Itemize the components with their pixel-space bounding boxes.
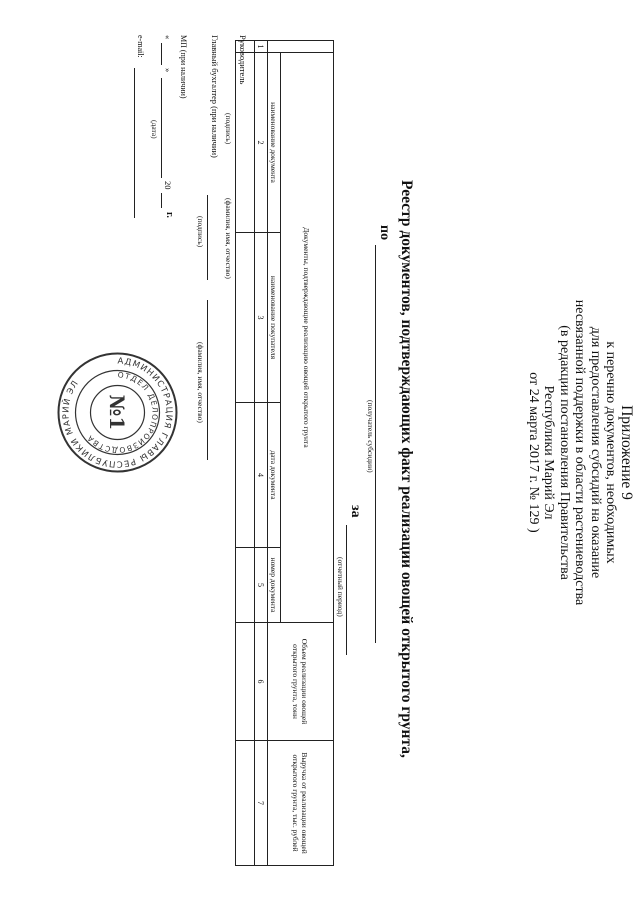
table-header-cell: наименование покупателя	[268, 233, 281, 403]
date-close-quote: »	[163, 68, 173, 73]
table-row	[236, 41, 255, 866]
table-group-header: Документы, подтверждающие реализацию овощей открытого грунта	[281, 53, 334, 623]
table-cell: 3	[255, 233, 268, 403]
table-cell: 2	[255, 53, 268, 233]
appendix-number: Приложение 9	[618, 405, 635, 500]
date-open-quote: «	[163, 35, 173, 40]
recipient-field[interactable]	[375, 245, 376, 643]
table-number-row	[255, 41, 268, 866]
table-cell[interactable]	[236, 403, 255, 548]
table-header-cell: Объем реализации овощей открытого грунта, тонн	[268, 623, 334, 741]
recipient-caption: (получатель субсидии)	[366, 400, 375, 473]
appendix-line: Республики Марий Эл	[541, 385, 557, 520]
table-cell: 6	[255, 623, 268, 741]
date-year-suffix: г.	[164, 212, 175, 218]
table-header-cell: номер документа	[268, 548, 281, 623]
table-cell[interactable]	[236, 741, 255, 866]
signature-caption: (подпись)	[224, 113, 233, 145]
date-day-field[interactable]	[161, 43, 162, 65]
table-header-cell	[268, 41, 334, 53]
official-stamp	[55, 350, 180, 475]
name-caption: (фамилия, имя, отчество)	[196, 342, 205, 423]
period-caption: (отчетный период)	[336, 557, 345, 617]
table-cell: 5	[255, 548, 268, 623]
appendix-line: несвязанной поддержки в области растениеводства	[572, 299, 588, 606]
signature-caption: (подпись)	[196, 216, 205, 248]
table-header-cell: дата документа	[268, 403, 281, 548]
table-cell: 4	[255, 403, 268, 548]
email-label: e-mail:	[136, 35, 145, 58]
period-prefix: за	[348, 505, 363, 518]
table-header-cell: Выручка от реализации овощей открытого грунта, тыс. рублей	[268, 741, 334, 866]
date-caption: (дата)	[150, 120, 159, 139]
table-cell[interactable]	[236, 548, 255, 623]
recipient-prefix: по	[377, 225, 392, 241]
table-cell[interactable]	[236, 233, 255, 403]
register-table	[235, 40, 334, 866]
appendix-block	[526, 0, 635, 905]
appendix-line: к перечню документов, необходимых	[603, 341, 619, 564]
name-caption: (фамилия, имя, отчество)	[224, 198, 233, 279]
seal-place-label: МП (при наличии)	[179, 35, 188, 99]
head-signature-field[interactable]	[235, 100, 236, 160]
table-cell[interactable]	[236, 623, 255, 741]
stamp-inner-text: ОТДЕЛ ДЕЛОПРОИЗВОДСТВА	[84, 370, 160, 455]
date-year-field[interactable]	[161, 193, 162, 208]
table-cell: 1	[255, 41, 268, 53]
appendix-line: от 24 марта 2017 г. № 129 )	[526, 372, 541, 533]
document-title: Реестр документов, подтверждающих факт реализации овощей открытого грунта,	[398, 180, 415, 758]
head-label: Руководитель	[238, 35, 248, 85]
accountant-name-field[interactable]	[207, 300, 208, 460]
stamp-number: №1	[105, 394, 129, 431]
appendix-line: для предоставления субсидий на оказание	[588, 326, 603, 579]
date-month-field[interactable]	[161, 78, 162, 178]
accountant-label: Главный бухгалтер (при наличии)	[210, 35, 220, 158]
date-year-prefix: 20	[163, 181, 173, 190]
stamp-outer-text: АДМИНИСТРАЦИЯ ГЛАВЫ РЕСПУБЛИКИ МАРИЙ ЭЛ	[61, 356, 174, 469]
table-header-cell: наименование документа	[268, 53, 281, 233]
appendix-line: (в редакции постановления Правительства	[557, 325, 572, 580]
period-field[interactable]	[346, 525, 347, 655]
accountant-signature-field[interactable]	[207, 195, 208, 280]
table-cell: 7	[255, 741, 268, 866]
email-field[interactable]	[134, 68, 135, 218]
head-name-field[interactable]	[235, 175, 236, 310]
